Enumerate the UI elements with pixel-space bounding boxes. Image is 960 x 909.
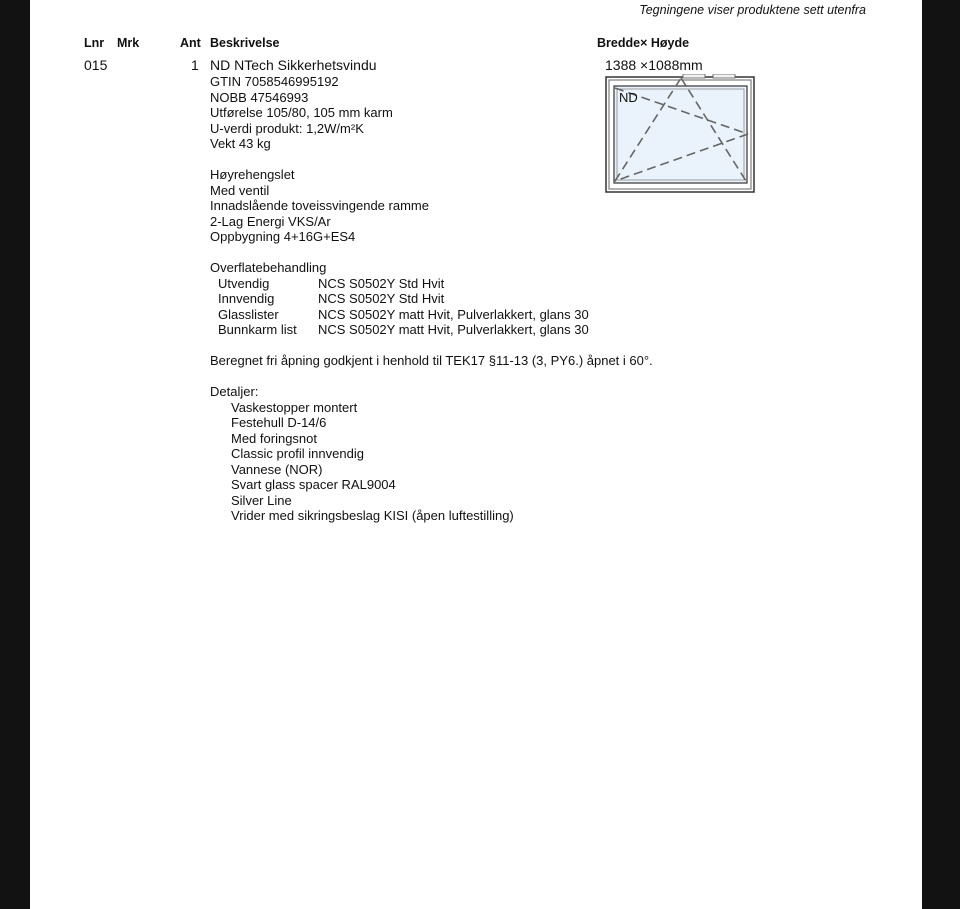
surface-row — [210, 291, 653, 307]
surface-value: NCS S0502Y matt Hvit, Pulverlakkert, glans 30 — [318, 306, 589, 322]
surface-label: Innvendig — [218, 291, 275, 306]
detail-item: Classic profil innvendig — [231, 446, 364, 461]
surface-label: Glasslister — [218, 306, 279, 322]
col-header-lnr: Lnr — [84, 36, 105, 50]
opening-note: Beregnet fri åpning godkjent i henhold til TEK17 §11-13 (3, PY6.) åpnet i 60°. — [210, 353, 653, 368]
product-dimensions: 1388 ×1088mm — [605, 57, 703, 73]
detail-item: Med foringsnot — [231, 430, 317, 446]
weight: Vekt 43 kg — [210, 136, 271, 151]
document-page — [30, 0, 922, 909]
detail-item: Festehull D-14/6 — [231, 415, 327, 430]
hinge: Høyrehengslet — [210, 167, 295, 182]
detail-item: Vannese (NOR) — [231, 461, 323, 477]
drawing-note: Tegningene viser produktene sett utenfra — [639, 3, 866, 17]
detail-item: Silver Line — [231, 492, 292, 508]
details-heading: Detaljer: — [210, 384, 259, 399]
u-value: U-verdi produkt: 1,2W/m²K — [210, 120, 364, 136]
col-header-ant: Ant — [180, 36, 201, 50]
col-header-mrk: Mrk — [117, 36, 140, 50]
surface-value: NCS S0502Y Std Hvit — [318, 275, 445, 291]
surface-value: NCS S0502Y matt Hvit, Pulverlakkert, glans 30 — [318, 322, 589, 337]
vent: Med ventil — [210, 182, 270, 198]
col-header-beskrivelse: Beskrivelse — [210, 36, 280, 50]
surface-heading: Overflatebehandling — [210, 260, 327, 275]
frame-type: Innadslående toveissvingende ramme — [210, 198, 429, 213]
detail-item: Vrider med sikringsbeslag KISI (åpen luftestilling) — [231, 508, 514, 523]
surface-label: Utvendig — [218, 275, 270, 291]
detail-item: Svart glass spacer RAL9004 — [231, 477, 396, 492]
surface-label: Bunnkarm list — [218, 322, 297, 337]
manufacturer-mark: ND — [619, 90, 638, 105]
gtin: GTIN 7058546995192 — [210, 74, 339, 89]
vent-icon — [713, 74, 735, 78]
glass-type: 2-Lag Energi VKS/Ar — [210, 213, 331, 229]
surface-row — [210, 276, 653, 292]
glass-build: Oppbygning 4+16G+ES4 — [210, 229, 356, 244]
nobb: NOBB 47546993 — [210, 89, 309, 105]
surface-row — [210, 307, 653, 323]
utforelse: Utførelse 105/80, 105 mm karm — [210, 105, 393, 120]
col-header-size: Bredde× Høyde — [597, 36, 690, 50]
surface-value: NCS S0502Y Std Hvit — [318, 291, 445, 306]
quantity: 1 — [191, 57, 199, 73]
surface-row — [210, 322, 653, 338]
vent-icon — [683, 74, 705, 78]
detail-item: Vaskestopper montert — [231, 399, 358, 415]
description-block — [210, 74, 653, 524]
window-drawing — [605, 74, 757, 196]
line-number: 015 — [84, 57, 108, 73]
product-name: ND NTech Sikkerhetsvindu — [210, 57, 377, 73]
